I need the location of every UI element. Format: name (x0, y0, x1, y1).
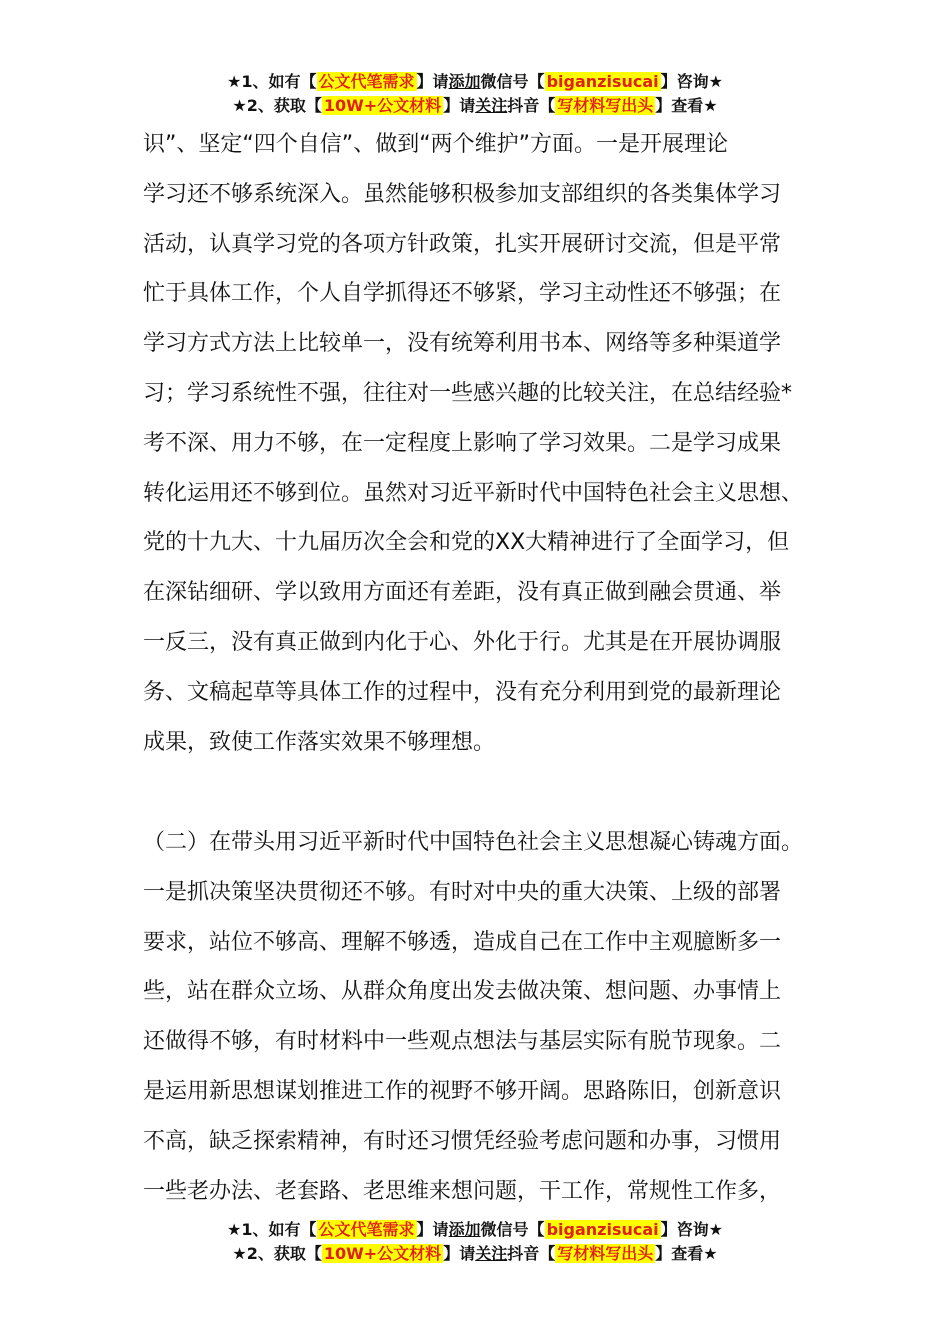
banner-underline: 添加 (448, 1220, 481, 1239)
text-line: 习；学习系统性不强，往往对一些感兴趣的比较关注，在总结经验* (143, 380, 793, 406)
banner-highlight: 10W+公文材料 (323, 96, 442, 115)
banner-line-1 (0, 70, 950, 94)
text-line: 活动，认真学习党的各项方针政策，扎实开展研讨交流，但是平常 (143, 231, 782, 257)
text-line: 考不深、用力不够，在一定程度上影响了学习效果。二是学习成果 (143, 430, 782, 456)
text-line: 要求，站位不够高、理解不够透，造成自己在工作中主观臆断多一 (143, 929, 782, 955)
text-line: 一些老办法、老套路、老思维来想问题，干工作，常规性工作多， (143, 1178, 782, 1204)
text-line: 一是抓决策坚决贯彻还不够。有时对中央的重大决策、上级的部署 (143, 879, 782, 905)
banner-text: 微信号【 (480, 72, 545, 91)
banner-text: 】请 (443, 1244, 476, 1263)
text-line: 党的十九大、十九届历次全会和党的XX大精神进行了全面学习，但 (143, 530, 790, 556)
banner-underline: 添加 (448, 72, 481, 91)
banner-text: 】咨询★ (660, 72, 723, 91)
banner-underline: 关注 (475, 96, 508, 115)
banner-text: 】请 (443, 96, 476, 115)
banner-text: 抖音【 (507, 1244, 556, 1263)
banner-text: 抖音【 (507, 96, 556, 115)
paragraph-1 (143, 120, 823, 767)
header-banner (0, 70, 950, 118)
text-line: 在深钻细研、学以致用方面还有差距，没有真正做到融会贯通、举 (143, 580, 782, 606)
text-line: 务、文稿起草等具体工作的过程中，没有充分利用到党的最新理论 (143, 679, 782, 705)
banner-line-1 (0, 1218, 950, 1242)
banner-text: 】请 (416, 72, 449, 91)
paragraph-2 (143, 818, 823, 1216)
banner-text: 微信号【 (480, 1220, 545, 1239)
text-line: 识”、坚定“四个自信”、做到“两个维护”方面。一是开展理论 (143, 132, 728, 157)
banner-highlight: biganzisucai (546, 1220, 659, 1239)
banner-highlight: biganzisucai (546, 72, 659, 91)
text-line: 还做得不够，有时材料中一些观点想法与基层实际有脱节现象。二 (143, 1029, 782, 1055)
banner-highlight: 公文代笔需求 (318, 1220, 415, 1239)
text-line: 成果，致使工作落实效果不够理想。 (143, 729, 496, 755)
banner-text: ★1、如有【 (227, 72, 317, 91)
text-line: 学习还不够系统深入。虽然能够积极参加支部组织的各类集体学习 (143, 181, 782, 207)
text-line: 学习方式方法上比较单一，没有统筹利用书本、网络等多种渠道学 (143, 331, 782, 357)
banner-highlight: 公文代笔需求 (318, 72, 415, 91)
text-line: 一反三，没有真正做到内化于心、外化于行。尤其是在开展协调服 (143, 629, 782, 655)
text-line: 不高，缺乏探索精神，有时还习惯凭经验考虑问题和办事，习惯用 (143, 1128, 782, 1154)
banner-highlight: 10W+公文材料 (323, 1244, 442, 1263)
banner-highlight: 写材料写出头 (557, 1244, 654, 1263)
text-line: 些，站在群众立场、从群众角度出发去做决策、想问题、办事情上 (143, 979, 782, 1005)
text-line: 转化运用还不够到位。虽然对习近平新时代中国特色社会主义思想、 (143, 480, 804, 506)
text-line: 是运用新思想谋划推进工作的视野不够开阔。思路陈旧，创新意识 (143, 1078, 782, 1104)
footer-banner (0, 1218, 950, 1266)
text-line: 忙于具体工作，个人自学抓得还不够紧，学习主动性还不够强；在 (143, 281, 782, 307)
banner-highlight: 写材料写出头 (557, 96, 654, 115)
banner-text: 】咨询★ (660, 1220, 723, 1239)
banner-text: ★2、获取【 (232, 96, 322, 115)
banner-line-2 (0, 94, 950, 118)
banner-underline: 关注 (475, 1244, 508, 1263)
banner-text: ★2、获取【 (232, 1244, 322, 1263)
banner-text: 】查看★ (655, 96, 718, 115)
banner-text: 】请 (416, 1220, 449, 1239)
banner-text: ★1、如有【 (227, 1220, 317, 1239)
banner-line-2 (0, 1242, 950, 1266)
section-heading-line: （二）在带头用习近平新时代中国特色社会主义思想凝心铸魂方面。 (143, 830, 804, 855)
banner-text: 】查看★ (655, 1244, 718, 1263)
